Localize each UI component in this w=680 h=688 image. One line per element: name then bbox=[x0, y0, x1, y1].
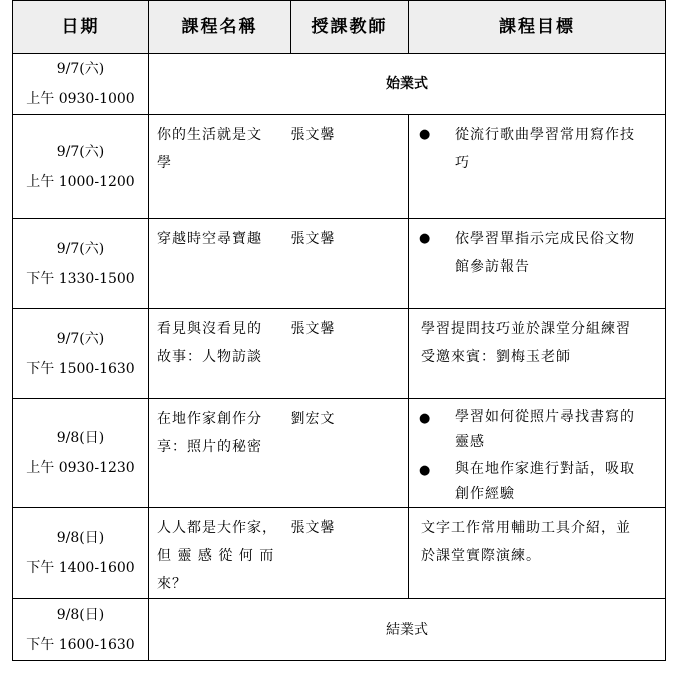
goal-cell bbox=[409, 508, 666, 599]
date-cell bbox=[13, 599, 149, 661]
date-day: 9/7(六) bbox=[56, 330, 105, 347]
goal-cell bbox=[409, 219, 666, 309]
course-name-line: 學 bbox=[157, 155, 172, 171]
goal-line: 靈感 bbox=[455, 434, 485, 450]
date-day: 9/7(六) bbox=[56, 143, 105, 160]
goal-line: 依學習單指示完成民俗文物 bbox=[455, 231, 635, 247]
goal-bullet bbox=[415, 225, 657, 281]
goal-line: 於課堂實際演練。 bbox=[421, 548, 541, 564]
date-time: 上午 1000-1200 bbox=[26, 173, 135, 190]
course-name-line: 享：照片的秘密 bbox=[157, 439, 262, 455]
teacher-cell: 張文馨 bbox=[291, 309, 409, 399]
closing-ceremony: 結業式 bbox=[149, 599, 666, 661]
course-name-cell bbox=[149, 219, 291, 309]
goal-bullet bbox=[415, 121, 657, 177]
course-name-line: 在地作家創作分 bbox=[157, 411, 262, 427]
date-day: 9/7(六) bbox=[56, 240, 105, 257]
goal-bullet bbox=[415, 405, 657, 455]
header-goal: 課程目標 bbox=[409, 1, 666, 54]
table-row bbox=[13, 309, 666, 399]
teacher-cell: 劉宏文 bbox=[291, 399, 409, 508]
course-name-line: 故事：人物訪談 bbox=[157, 349, 262, 365]
date-day: 9/8(日) bbox=[56, 530, 105, 546]
course-name-line: 穿越時空尋寶趣 bbox=[157, 231, 262, 247]
goal-line: 與在地作家進行對話，吸取 bbox=[455, 461, 635, 477]
teacher-cell: 張文馨 bbox=[291, 219, 409, 309]
teacher-cell: 張文馨 bbox=[291, 508, 409, 599]
course-name-cell bbox=[149, 115, 291, 219]
table-row bbox=[13, 399, 666, 508]
goal-bullet bbox=[415, 457, 657, 507]
date-time: 上午 0930-1000 bbox=[26, 91, 135, 107]
date-time: 下午 1600-1630 bbox=[26, 636, 135, 653]
table-row bbox=[13, 54, 666, 115]
course-name-line: 你的生活就是文 bbox=[157, 127, 262, 143]
course-name-line: 但 靈 感 從 何 而 bbox=[157, 548, 275, 564]
date-day: 9/8(日) bbox=[56, 606, 105, 623]
bullet-icon: ● bbox=[419, 127, 431, 142]
teacher-cell: 張文馨 bbox=[291, 115, 409, 219]
date-time: 下午 1500-1630 bbox=[26, 360, 135, 377]
guest-line: 受邀來賓：劉梅玉老師 bbox=[421, 349, 571, 365]
table-row bbox=[13, 599, 666, 661]
course-name-cell bbox=[149, 508, 291, 599]
date-cell bbox=[13, 54, 149, 115]
opening-ceremony: 始業式 bbox=[149, 54, 666, 115]
course-name-line: 看見與沒看見的 bbox=[157, 321, 262, 337]
goal-cell bbox=[409, 309, 666, 399]
date-day: 9/8(日) bbox=[56, 430, 105, 446]
header-date: 日期 bbox=[13, 1, 149, 54]
date-cell bbox=[13, 309, 149, 399]
goal-line: 創作經驗 bbox=[455, 486, 515, 502]
date-time: 下午 1400-1600 bbox=[26, 560, 135, 576]
course-name-line: 來？ bbox=[157, 576, 187, 592]
goal-line: 館參訪報告 bbox=[455, 259, 530, 275]
date-time: 上午 0930-1230 bbox=[26, 460, 135, 476]
goal-line: 從流行歌曲學習常用寫作技 bbox=[455, 127, 635, 143]
date-cell bbox=[13, 115, 149, 219]
course-name-line: 人人都是大作家， bbox=[157, 520, 277, 536]
date-cell bbox=[13, 508, 149, 599]
course-schedule-table bbox=[12, 0, 666, 661]
bullet-icon: ● bbox=[419, 463, 431, 478]
bullet-icon: ● bbox=[419, 411, 431, 426]
course-name-cell bbox=[149, 309, 291, 399]
goal-line: 學習提問技巧並於課堂分組練習 bbox=[421, 321, 631, 337]
goal-cell bbox=[409, 115, 666, 219]
table-row bbox=[13, 219, 666, 309]
header-row bbox=[13, 1, 666, 54]
goal-line: 學習如何從照片尋找書寫的 bbox=[455, 409, 635, 425]
goal-line: 巧 bbox=[455, 155, 470, 171]
date-day: 9/7(六) bbox=[56, 61, 105, 77]
date-cell bbox=[13, 399, 149, 508]
date-time: 下午 1330-1500 bbox=[26, 270, 135, 287]
course-name-cell bbox=[149, 399, 291, 508]
header-teacher: 授課教師 bbox=[291, 1, 409, 54]
header-course: 課程名稱 bbox=[149, 1, 291, 54]
table-row bbox=[13, 508, 666, 599]
goal-line: 文字工作常用輔助工具介紹，並 bbox=[421, 520, 631, 536]
goal-cell bbox=[409, 399, 666, 508]
table-row bbox=[13, 115, 666, 219]
bullet-icon: ● bbox=[419, 231, 431, 246]
date-cell bbox=[13, 219, 149, 309]
